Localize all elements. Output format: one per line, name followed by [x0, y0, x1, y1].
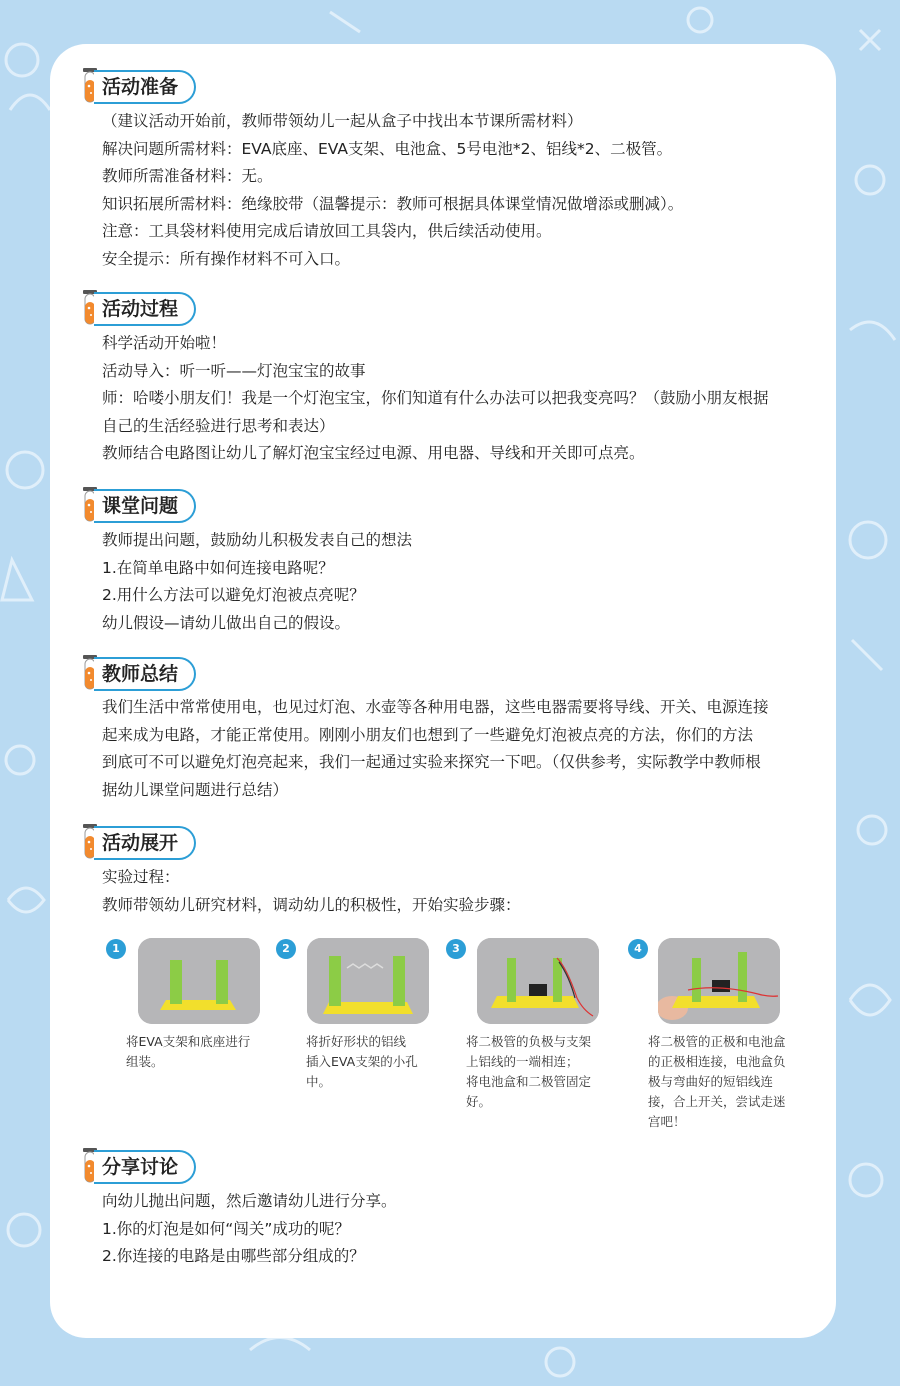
section-title: 课堂问题 — [94, 489, 196, 523]
eva-stand-with-wire-image — [307, 938, 429, 1024]
text-line: 据幼儿课堂问题进行总结） — [102, 780, 289, 799]
text-line: 自己的生活经验进行思考和表达） — [102, 416, 335, 435]
text-line: 2.用什么方法可以避免灯泡被点亮呢？ — [102, 586, 365, 604]
section-body-process — [102, 330, 822, 468]
section-body-questions — [102, 527, 822, 637]
step-photo — [477, 938, 599, 1024]
text-line: 活动导入：听一听——灯泡宝宝的故事 — [102, 361, 366, 380]
caption-line: 上铝线的一端相连； — [466, 1054, 579, 1069]
section-title: 活动过程 — [94, 292, 196, 326]
caption-line: 好。 — [466, 1094, 492, 1109]
caption-line: 将二极管的负极与支架 — [466, 1034, 592, 1049]
step-caption — [466, 1032, 591, 1112]
text-line: 1.你的灯泡是如何“闯关”成功的呢？ — [102, 1219, 350, 1238]
caption-line: 接，合上开关，尝试走迷 — [648, 1094, 786, 1109]
text-line: 师：哈喽小朋友们！我是一个灯泡宝宝，你们知道有什么办法可以把我变亮吗？（鼓励小朋友根据 — [102, 389, 769, 407]
text-line: 2.你连接的电路是由哪些部分组成的？ — [102, 1247, 365, 1265]
text-line: 向幼儿抛出问题，然后邀请幼儿进行分享。 — [102, 1192, 397, 1210]
text-line: 起来成为电路，才能正常使用。刚刚小朋友们也想到了一些避免灯泡被点亮的方法，你们的方法 — [102, 725, 754, 744]
caption-line: 中。 — [306, 1074, 332, 1089]
text-line: 教师提出问题，鼓励幼儿积极发表自己的想法 — [102, 531, 413, 549]
caption-line: 将折好形状的铝线 — [306, 1034, 407, 1049]
section-title: 活动展开 — [94, 826, 196, 860]
text-line: 知识拓展所需材料：绝缘胶带（温馨提示：教师可根据具体课堂情况做增添或删减）。 — [102, 194, 684, 213]
caption-line: 插入EVA支架的小孔 — [306, 1054, 418, 1069]
section-body-activity — [102, 864, 822, 919]
text-line: （建议活动开始前，教师带领幼儿一起从盒子中找出本节课所需材料） — [102, 112, 583, 130]
text-line: 教师结合电路图让幼儿了解灯泡宝宝经过电源、用电器、导线和开关即可点亮。 — [102, 444, 645, 462]
text-line: 我们生活中常常使用电，也见过灯泡、水壶等各种用电器，这些电器需要将导线、开关、电源连接 — [102, 698, 769, 716]
diode-battery-image — [477, 938, 599, 1024]
step-number-badge: 3 — [446, 939, 466, 959]
text-line: 解决问题所需材料：EVA底座、EVA支架、电池盒、5号电池*2、铝线*2、二极管。 — [102, 139, 673, 158]
step-caption — [648, 1032, 786, 1132]
step-number-badge: 4 — [628, 939, 648, 959]
text-line: 1.在简单电路中如何连接电路呢？ — [102, 558, 334, 577]
text-line: 教师所需准备材料：无。 — [102, 167, 273, 185]
caption-line: 极与弯曲好的短铝线连 — [648, 1074, 774, 1089]
step-photo — [307, 938, 429, 1024]
text-line: 安全提示：所有操作材料不可入口。 — [102, 249, 351, 268]
step-caption — [126, 1032, 250, 1072]
step-photo — [658, 938, 780, 1024]
caption-line: 的正极相连接，电池盒负 — [648, 1054, 786, 1069]
text-line: 实验过程： — [102, 868, 180, 886]
section-title: 教师总结 — [94, 657, 196, 691]
section-body-summary — [102, 694, 822, 804]
caption-line: 将二极管的正极和电池盒 — [648, 1034, 786, 1049]
text-line: 教师带领幼儿研究材料，调动幼儿的积极性，开始实验步骤： — [102, 895, 521, 914]
text-line: 注意：工具袋材料使用完成后请放回工具袋内，供后续活动使用。 — [102, 222, 552, 240]
text-line: 到底可不可以避免灯泡亮起来，我们一起通过实验来探究一下吧。（仅供参考，实际教学中教师根 — [102, 753, 761, 771]
section-body-preparation — [102, 108, 822, 273]
step-caption — [306, 1032, 418, 1092]
step-number-badge: 1 — [106, 939, 126, 959]
completed-circuit-image — [658, 938, 780, 1024]
caption-line: 将电池盒和二极管固定 — [466, 1074, 592, 1089]
step-number-badge: 2 — [276, 939, 296, 959]
section-title: 活动准备 — [94, 70, 196, 104]
text-line: 科学活动开始啦！ — [102, 334, 227, 352]
text-line: 幼儿假设—请幼儿做出自己的假设。 — [102, 613, 351, 632]
eva-stand-image — [138, 938, 260, 1024]
caption-line: 将EVA支架和底座进行 — [126, 1034, 251, 1049]
section-body-discussion — [102, 1188, 822, 1271]
caption-line: 组装。 — [126, 1054, 164, 1069]
step-photo — [138, 938, 260, 1024]
caption-line: 宫吧！ — [648, 1114, 686, 1129]
section-title: 分享讨论 — [94, 1150, 196, 1184]
